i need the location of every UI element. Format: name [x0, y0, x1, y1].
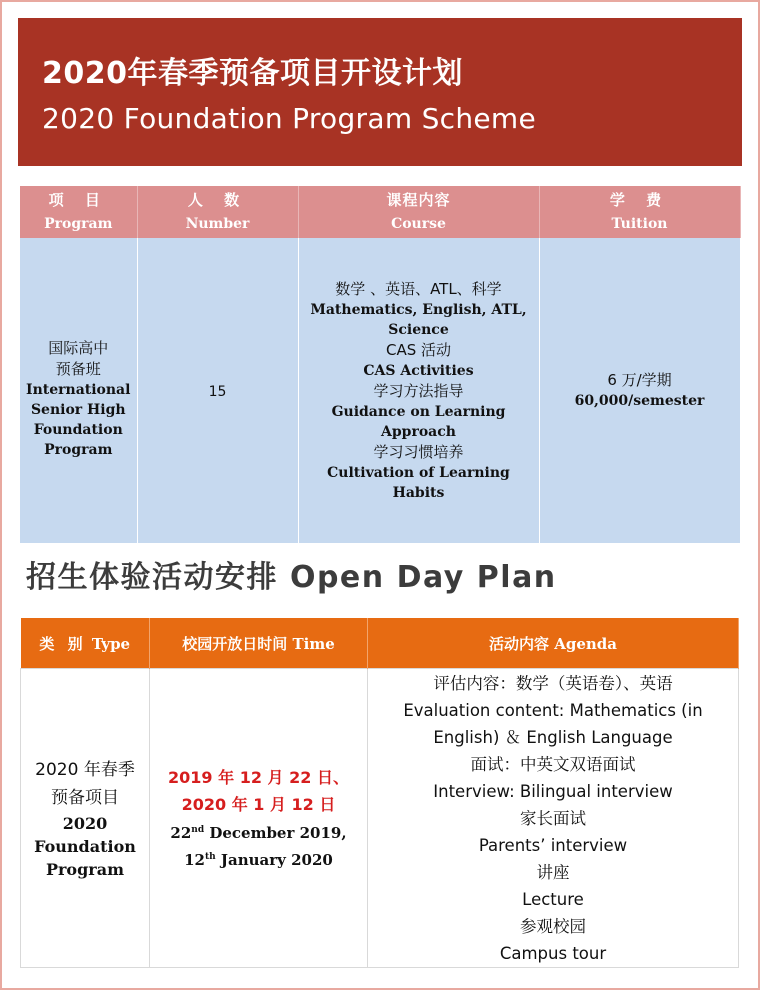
- date-rest: January 2020: [215, 851, 333, 869]
- program-table: [20, 186, 741, 543]
- agenda-line: Lecture: [522, 889, 584, 909]
- header-course: [298, 186, 539, 238]
- program-line: Senior High: [30, 401, 126, 418]
- header-number: [137, 186, 298, 238]
- header-number-en: Number: [185, 216, 250, 232]
- agenda-line: Parents’ interview: [478, 835, 628, 855]
- program-line: International: [26, 381, 131, 398]
- agenda-line: Campus tour: [499, 943, 607, 963]
- course-line: Approach: [381, 423, 456, 440]
- program-cell: [20, 238, 137, 543]
- type-line: 预备项目: [51, 787, 119, 808]
- date-day: 22: [170, 824, 192, 842]
- number-cell: [137, 238, 298, 543]
- course-line: Mathematics, English, ATL,: [310, 301, 527, 318]
- program-line: Program: [44, 441, 113, 458]
- agenda-line: 讲座: [536, 862, 570, 882]
- header-type: [21, 618, 150, 669]
- table-row: [21, 669, 739, 968]
- type-line: 2020 年春季: [35, 759, 135, 780]
- table-row: [20, 238, 740, 543]
- type-line: Foundation: [34, 836, 136, 856]
- header-agenda-zh: 活动内容: [488, 634, 549, 653]
- type-cell: [21, 669, 150, 968]
- header-time-en: Time: [292, 634, 335, 653]
- agenda-line: Evaluation content: Mathematics (in English) ＆ English Language: [403, 700, 703, 747]
- header-banner: [18, 18, 742, 166]
- header-tuition-en: Tuition: [611, 216, 668, 232]
- agenda-line: 评估内容：数学（英语卷）、英语: [433, 673, 673, 693]
- date-suffix: nd: [191, 825, 205, 835]
- agenda-line: 家长面试: [520, 808, 586, 828]
- type-line: 2020: [62, 813, 108, 833]
- course-line: Cultivation of Learning: [327, 464, 510, 481]
- header-tuition-zh: 学 费: [609, 191, 670, 209]
- agenda-line: 面试：中英文双语面试: [470, 754, 636, 774]
- page-title-en: 2020 Foundation Program Scheme: [42, 102, 537, 135]
- header-number-zh: 人 数: [187, 191, 248, 209]
- header-course-en: Course: [391, 216, 446, 232]
- tuition-en: 60,000/semester: [574, 393, 705, 409]
- page-title-zh: 2020年春季预备项目开设计划: [42, 56, 463, 91]
- tuition-cell: [539, 238, 740, 543]
- tuition-zh: 6 万/学期: [607, 371, 672, 389]
- course-line: 数学 、英语、ATL、科学: [335, 279, 502, 298]
- course-line: Habits: [392, 484, 445, 501]
- course-line: 学习方法指导: [373, 381, 464, 400]
- course-line: CAS 活动: [385, 340, 452, 359]
- header-time: [150, 618, 368, 669]
- date-rest: December 2019,: [204, 824, 347, 842]
- type-line: Program: [45, 859, 125, 879]
- program-line: Foundation: [33, 421, 123, 438]
- header-time-zh: 校园开放日时间: [182, 634, 288, 653]
- date-en: [154, 818, 363, 845]
- agenda-line: 参观校园: [520, 916, 586, 936]
- open-day-table: [20, 618, 739, 968]
- open-day-table-header: [21, 618, 739, 669]
- header-program: [20, 186, 137, 238]
- header-type-en: Type: [91, 634, 131, 653]
- date-zh: 2020 年 1 月 12 日: [181, 795, 336, 814]
- header-program-zh: 项 目: [48, 191, 108, 209]
- course-cell: [298, 238, 539, 543]
- header-program-en: Program: [44, 216, 113, 232]
- course-line: CAS Activities: [363, 362, 474, 379]
- date-zh: 2019 年 12 月 22 日、: [168, 768, 349, 787]
- program-line: 国际高中: [48, 338, 109, 357]
- time-cell: [150, 669, 368, 968]
- course-line: Guidance on Learning: [331, 403, 506, 420]
- header-agenda: [368, 618, 739, 669]
- header-type-zh: 类 别: [39, 634, 87, 653]
- course-line: 学习习惯培养: [373, 442, 464, 461]
- agenda-line: Interview: Bilingual interview: [433, 781, 673, 801]
- open-day-title: 招生体验活动安排 Open Day Plan: [26, 560, 557, 595]
- program-table-header: [20, 186, 740, 238]
- date-day: 12: [184, 851, 205, 869]
- enrollment-number: 15: [208, 384, 227, 400]
- header-course-zh: 课程内容: [386, 191, 451, 209]
- course-line: Science: [388, 321, 449, 338]
- header-tuition: [539, 186, 740, 238]
- date-suffix: th: [205, 852, 216, 862]
- program-line: 预备班: [55, 359, 101, 378]
- header-agenda-en: Agenda: [554, 634, 618, 653]
- date-en: [154, 845, 363, 872]
- agenda-cell: [368, 669, 739, 968]
